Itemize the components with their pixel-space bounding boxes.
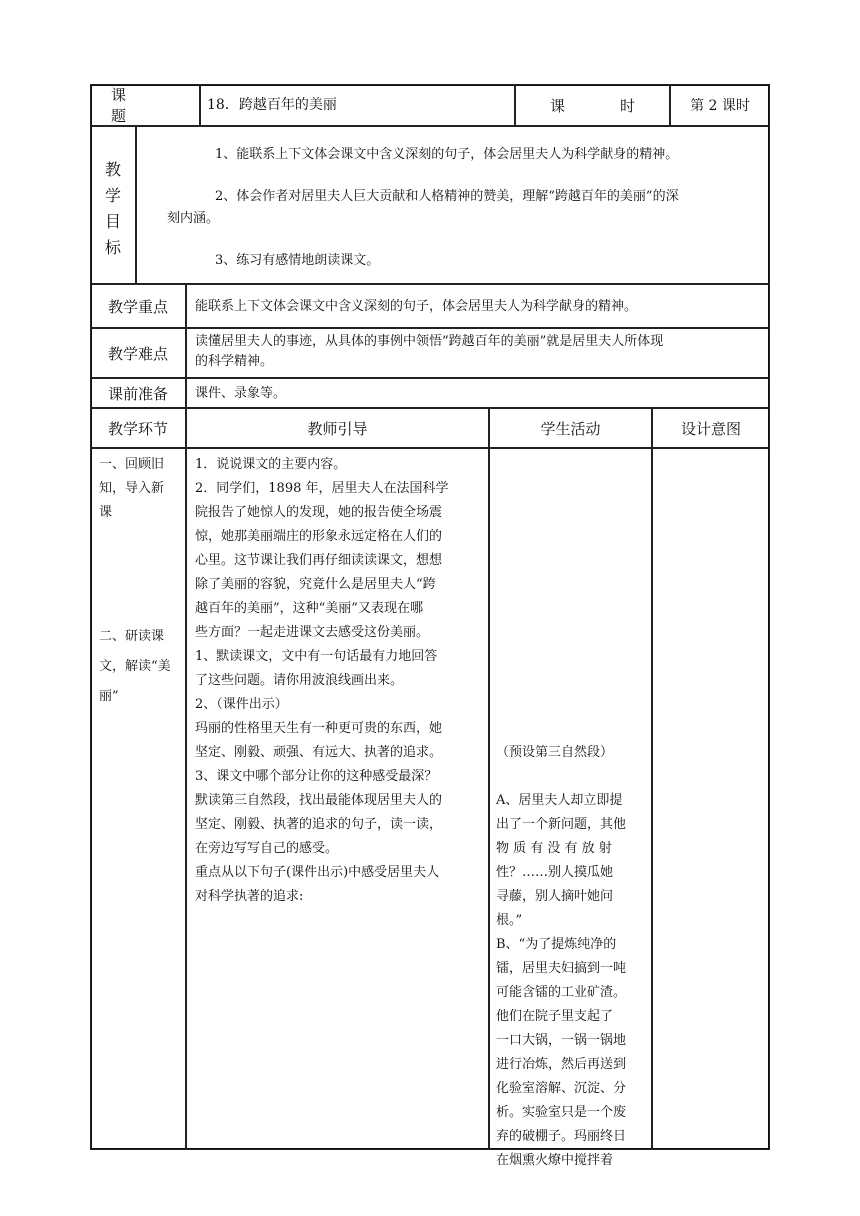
teacher-line: 在旁边写写自己的感受。 (195, 841, 339, 856)
student-line: A、居里夫人却立即提 (496, 793, 623, 808)
objective-item: 2、体会作者对居里夫人巨大贡献和人格精神的赞美，理解“跨越百年的美丽”的深 (215, 189, 679, 204)
teacher-line: 坚定、刚毅、顽强、有远大、执著的追求。 (195, 745, 443, 760)
teacher-line: 默读第三自然段，找出最能体现居里夫人的 (195, 793, 443, 808)
student-line: 析。实验室只是一个废 (496, 1105, 627, 1120)
intent-column (652, 448, 770, 1150)
student-line: 物 质 有 没 有 放 射 (496, 841, 612, 856)
column-header-intent: 设计意图 (652, 408, 770, 448)
difficulty-line: 读懂居里夫人的事迹，从具体的事例中领悟“跨越百年的美丽”就是居里夫人所体现 (195, 334, 664, 349)
objectives-label-char: 标 (105, 238, 122, 257)
period-value: 第 2 课时 (670, 84, 770, 126)
stage-line: 二、研读课 (99, 629, 165, 644)
teacher-line: 坚定、刚毅、执著的追求的句子，读一读， (195, 817, 443, 832)
teacher-line: 2．同学们，1898 年，居里夫人在法国科学 (195, 481, 449, 496)
teacher-line: 重点从以下句子(课件出示)中感受居里夫人 (195, 865, 440, 880)
stage-line: 知，导入新 (99, 481, 165, 496)
student-preset: （预设第三自然段） (496, 745, 614, 760)
teacher-line: 心里。这节课让我们再仔细读读课文，想想 (195, 553, 443, 568)
teacher-line: 越百年的美丽”，这种“美丽”又表现在哪 (195, 601, 423, 616)
lesson-plan-table (90, 84, 770, 1168)
student-line: 寻藤，别人摘叶她问 (496, 889, 614, 904)
teacher-line: 1、默读课文，文中有一句话最有力地回答 (195, 649, 438, 664)
column-header-teacher: 教师引导 (186, 408, 489, 448)
topic-value: 18．跨越百年的美丽 (200, 84, 515, 126)
teacher-column (186, 448, 489, 1150)
teacher-line: 惊，她那美丽端庄的形象永远定格在人们的 (195, 529, 443, 544)
objectives-label-char: 目 (105, 212, 122, 231)
teacher-line: 1．说说课文的主要内容。 (195, 457, 347, 472)
teacher-line: 些方面？一起走进课文去感受这份美丽。 (195, 625, 430, 640)
student-line: 弃的破棚子。玛丽终日 (496, 1129, 627, 1144)
teacher-line: 院报告了她惊人的发现，她的报告使全场震 (195, 505, 443, 520)
column-header-stage: 教学环节 (90, 408, 186, 448)
student-line: 出了一个新问题，其他 (496, 817, 627, 832)
difficulty-line: 的科学精神。 (195, 354, 274, 369)
preparation-value: 课件、录象等。 (186, 378, 770, 408)
teacher-line: 对科学执著的追求: (195, 889, 304, 904)
teacher-line: 玛丽的性格里天生有一种更可贵的东西，她 (195, 721, 443, 736)
stage-line: 丽” (99, 689, 119, 704)
teacher-line: 3、课文中哪个部分让你的这种感受最深？ (195, 769, 438, 784)
preparation-label: 课前准备 (90, 378, 186, 408)
objective-item-cont: 刻内涵。 (167, 211, 220, 226)
objective-item: 1、能联系上下文体会课文中含义深刻的句子，体会居里夫人为科学献身的精神。 (215, 147, 679, 162)
student-line: 化验室溶解、沉淀、分 (496, 1081, 627, 1096)
student-column (489, 448, 652, 1168)
teacher-line: 除了美丽的容貌，究竟什么是居里夫人“跨 (195, 577, 436, 592)
key-point-value: 能联系上下文体会课文中含义深刻的句子，体会居里夫人为科学献身的精神。 (186, 284, 770, 328)
student-line: 可能含镭的工业矿渣。 (496, 985, 627, 1000)
objectives-label-char: 学 (105, 186, 122, 205)
student-line: B、“为了提炼纯净的 (496, 937, 617, 952)
objectives-label (90, 126, 136, 284)
topic-label: 课 题 (90, 84, 200, 126)
student-line: 一口大锅，一锅一锅地 (496, 1033, 627, 1048)
stage-column (90, 448, 186, 1150)
objectives-label-char: 教 (105, 160, 122, 179)
student-line: 性？……别人摸瓜她 (496, 865, 614, 880)
stage-line: 一、回顾旧 (99, 457, 165, 472)
student-line: 他们在院子里支起了 (496, 1009, 614, 1024)
column-header-student: 学生活动 (489, 408, 652, 448)
student-line: 进行冶炼，然后再送到 (496, 1057, 627, 1072)
objective-item: 3、练习有感情地朗读课文。 (215, 253, 380, 268)
student-line: 在烟熏火燎中搅拌着 (496, 1153, 614, 1168)
teacher-line: 了这些问题。请你用波浪线画出来。 (195, 673, 404, 688)
objectives-content (136, 126, 770, 284)
difficulty-label: 教学难点 (90, 328, 186, 378)
student-line: 镭，居里夫妇搞到一吨 (496, 961, 627, 976)
stage-line: 课 (99, 505, 113, 520)
period-label: 课 时 (515, 84, 670, 126)
difficulty-value (186, 328, 770, 378)
stage-line: 文，解读“美 (99, 659, 171, 674)
student-line: 根。” (496, 913, 523, 928)
teacher-line: 2、（课件出示） (195, 697, 288, 712)
key-point-label: 教学重点 (90, 284, 186, 328)
